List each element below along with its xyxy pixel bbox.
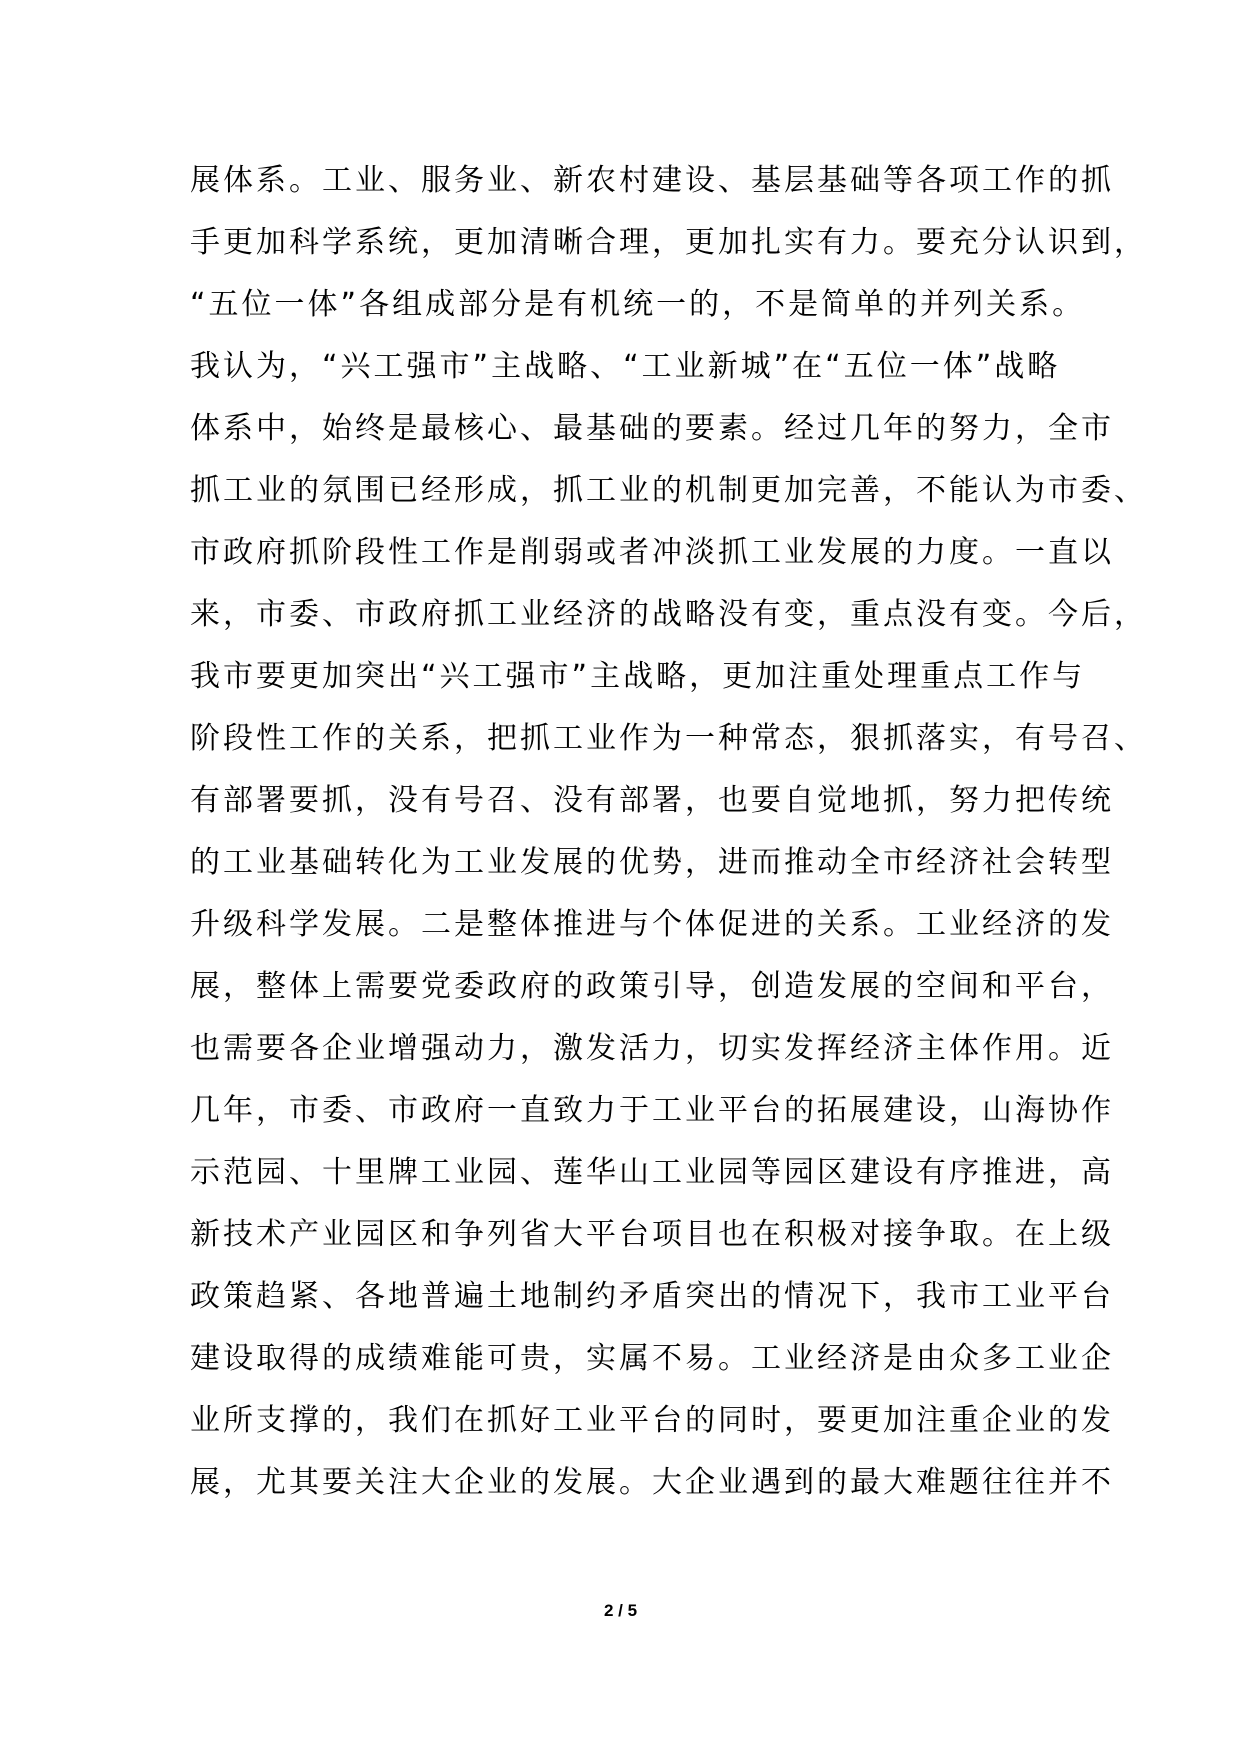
text-line: 政策趋紧、各地普遍土地制约矛盾突出的情况下，我市工业平台 <box>190 1279 1114 1314</box>
text-line: 的工业基础转化为工业发展的优势，进而推动全市经济社会转型 <box>190 845 1114 880</box>
text-line: 展体系。工业、服务业、新农村建设、基层基础等各项工作的抓 <box>190 163 1114 198</box>
text-line: 示范园、十里牌工业园、莲华山工业园等园区建设有序推进，高 <box>190 1155 1114 1190</box>
text-line: 展，尤其要关注大企业的发展。大企业遇到的最大难题往往并不 <box>190 1465 1114 1500</box>
text-line: 展，整体上需要党委政府的政策引导，创造发展的空间和平台， <box>190 969 1114 1004</box>
text-line: 建设取得的成绩难能可贵，实属不易。工业经济是由众多工业企 <box>190 1341 1114 1376</box>
text-line: 手更加科学系统，更加清晰合理，更加扎实有力。要充分认识到， <box>190 225 1147 260</box>
text-line: 有部署要抓，没有号召、没有部署，也要自觉地抓，努力把传统 <box>190 783 1114 818</box>
text-line: 阶段性工作的关系，把抓工业作为一种常态，狠抓落实，有号召、 <box>190 721 1147 756</box>
text-line: 我认为，“兴工强市”主战略、“工业新城”在“五位一体”战略 <box>190 349 1061 384</box>
text-line: 体系中，始终是最核心、最基础的要素。经过几年的努力，全市 <box>190 411 1114 446</box>
text-line: 市政府抓阶段性工作是削弱或者冲淡抓工业发展的力度。一直以 <box>190 535 1114 570</box>
text-line: 抓工业的氛围已经形成，抓工业的机制更加完善，不能认为市委、 <box>190 473 1147 508</box>
text-line: 升级科学发展。二是整体推进与个体促进的关系。工业经济的发 <box>190 907 1114 942</box>
text-line: 业所支撑的，我们在抓好工业平台的同时，要更加注重企业的发 <box>190 1403 1114 1438</box>
body-text <box>190 150 1147 1514</box>
text-line: 几年，市委、市政府一直致力于工业平台的拓展建设，山海协作 <box>190 1093 1114 1128</box>
text-line: 新技术产业园区和争列省大平台项目也在积极对接争取。在上级 <box>190 1217 1114 1252</box>
page-number: 2 / 5 <box>603 1601 638 1620</box>
text-line: 也需要各企业增强动力，激发活力，切实发挥经济主体作用。近 <box>190 1031 1114 1066</box>
text-line: “五位一体”各组成部分是有机统一的，不是简单的并列关系。 <box>190 287 1086 322</box>
text-line: 来，市委、市政府抓工业经济的战略没有变，重点没有变。今后， <box>190 597 1147 632</box>
text-line: 我市要更加突出“兴工强市”主战略，更加注重处理重点工作与 <box>190 659 1086 694</box>
